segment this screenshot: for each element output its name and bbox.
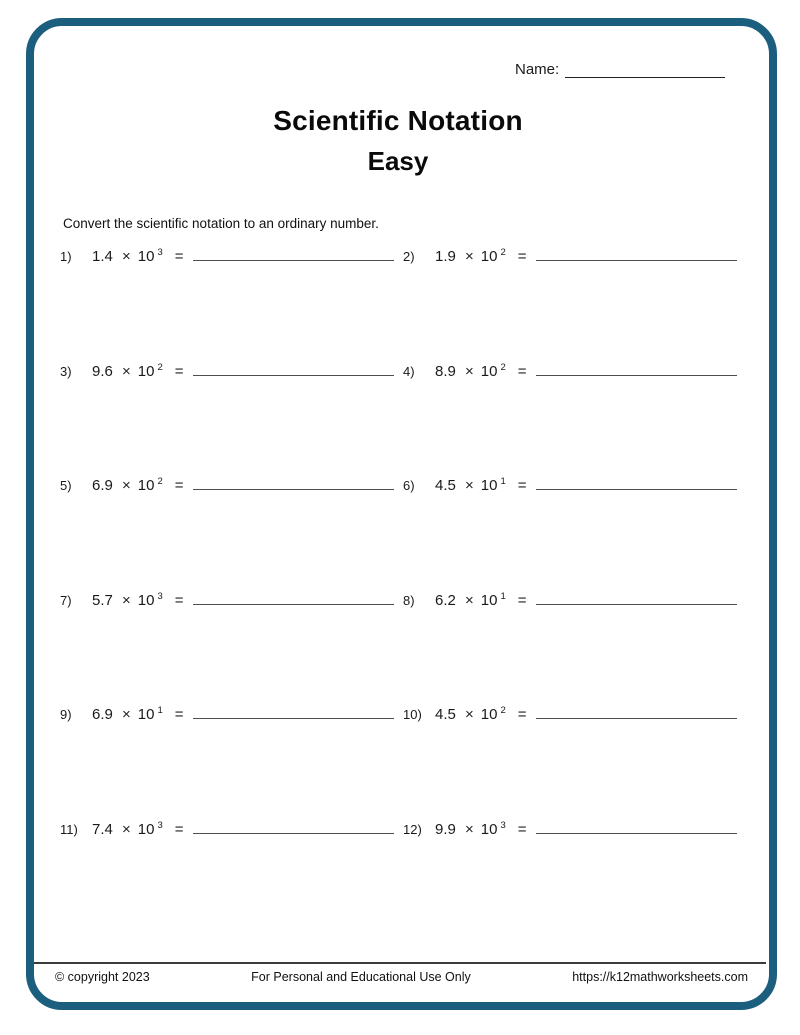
answer-blank-line[interactable] xyxy=(193,602,394,605)
problem-item xyxy=(60,477,403,499)
problem-number: 8) xyxy=(403,592,415,608)
problem-number: 11) xyxy=(60,821,78,837)
problem-number: 1) xyxy=(60,249,72,264)
base-ten: 10 xyxy=(137,362,155,380)
base-ten: 10 xyxy=(480,591,498,609)
footer-url[interactable]: https://k12mathworksheets.com xyxy=(572,970,748,984)
problem-number: 9) xyxy=(60,707,72,722)
multiply-sign: × xyxy=(122,820,131,838)
multiply-sign: × xyxy=(122,248,131,265)
multiply-sign: × xyxy=(465,591,474,609)
coefficient: 4.5 xyxy=(435,706,456,723)
worksheet-subtitle: Easy xyxy=(367,146,429,176)
problem-number: 5) xyxy=(60,478,72,493)
equals-sign: = xyxy=(517,362,527,380)
multiply-sign: × xyxy=(465,362,474,380)
exponent: 1 xyxy=(500,476,506,487)
base-ten: 10 xyxy=(137,591,155,609)
answer-blank-line[interactable] xyxy=(536,716,737,719)
problem-number: 7) xyxy=(60,592,72,608)
coefficient: 6.2 xyxy=(435,591,456,609)
problems-grid xyxy=(0,248,800,935)
multiply-sign: × xyxy=(122,477,131,494)
coefficient: 6.9 xyxy=(92,706,113,723)
base-ten: 10 xyxy=(137,477,155,494)
equals-sign: = xyxy=(174,362,184,380)
footer xyxy=(0,970,800,984)
problem-number: 3) xyxy=(60,363,72,379)
equals-sign: = xyxy=(174,591,184,609)
multiply-sign: × xyxy=(122,706,131,723)
equals-sign: = xyxy=(174,248,184,265)
answer-blank-line[interactable] xyxy=(536,373,737,376)
answer-blank-line[interactable] xyxy=(536,258,737,261)
coefficient: 9.9 xyxy=(435,820,456,838)
problem-item xyxy=(403,592,800,614)
equals-sign: = xyxy=(517,820,527,838)
exponent: 1 xyxy=(157,705,163,716)
problem-number: 4) xyxy=(403,363,415,379)
multiply-sign: × xyxy=(122,591,131,609)
base-ten: 10 xyxy=(137,248,155,265)
problem-number: 2) xyxy=(403,249,415,264)
base-ten: 10 xyxy=(480,477,498,494)
exponent: 3 xyxy=(157,819,163,831)
base-ten: 10 xyxy=(137,820,155,838)
footer-copyright: © copyright 2023 xyxy=(55,970,150,984)
problem-item xyxy=(60,363,403,385)
exponent: 3 xyxy=(157,247,163,258)
equals-sign: = xyxy=(517,706,527,723)
multiply-sign: × xyxy=(465,248,474,265)
answer-blank-line[interactable] xyxy=(193,716,394,719)
exponent: 2 xyxy=(157,476,163,487)
name-blank-line[interactable] xyxy=(565,60,725,78)
answer-blank-line[interactable] xyxy=(193,831,394,834)
problem-number: 6) xyxy=(403,478,415,493)
exponent: 2 xyxy=(157,361,163,373)
equals-sign: = xyxy=(174,820,184,838)
answer-blank-line[interactable] xyxy=(193,258,394,261)
coefficient: 1.9 xyxy=(435,248,456,265)
answer-blank-line[interactable] xyxy=(536,602,737,605)
problem-item xyxy=(403,248,800,270)
instruction-text: Convert the scientific notation to an ordinary number. xyxy=(63,216,379,231)
base-ten: 10 xyxy=(480,820,498,838)
equals-sign: = xyxy=(517,477,527,494)
equals-sign: = xyxy=(517,591,527,609)
problem-item xyxy=(60,592,403,614)
base-ten: 10 xyxy=(480,248,498,265)
equals-sign: = xyxy=(174,706,184,723)
coefficient: 9.6 xyxy=(92,362,113,380)
answer-blank-line[interactable] xyxy=(193,373,394,376)
problem-number: 12) xyxy=(403,821,422,837)
equals-sign: = xyxy=(174,477,184,494)
problem-item xyxy=(403,477,800,499)
coefficient: 6.9 xyxy=(92,477,113,494)
problem-item xyxy=(60,821,403,843)
base-ten: 10 xyxy=(137,706,155,723)
footer-usage: For Personal and Educational Use Only xyxy=(251,970,471,984)
problem-item xyxy=(403,821,800,843)
base-ten: 10 xyxy=(480,706,498,723)
name-row xyxy=(515,60,725,78)
worksheet-title: Scientific Notation xyxy=(273,105,523,136)
problem-item xyxy=(60,248,403,270)
coefficient: 8.9 xyxy=(435,362,456,380)
exponent: 2 xyxy=(500,705,506,716)
name-label: Name: xyxy=(515,61,560,78)
base-ten: 10 xyxy=(480,362,498,380)
coefficient: 1.4 xyxy=(92,248,113,265)
multiply-sign: × xyxy=(465,706,474,723)
exponent: 3 xyxy=(157,590,163,602)
equals-sign: = xyxy=(517,248,527,265)
multiply-sign: × xyxy=(465,820,474,838)
problem-item xyxy=(403,363,800,385)
problem-number: 10) xyxy=(403,707,422,722)
exponent: 2 xyxy=(500,247,506,258)
exponent: 1 xyxy=(500,590,506,602)
coefficient: 4.5 xyxy=(435,477,456,494)
coefficient: 5.7 xyxy=(92,591,113,609)
multiply-sign: × xyxy=(122,362,131,380)
answer-blank-line[interactable] xyxy=(193,487,394,490)
answer-blank-line[interactable] xyxy=(536,831,737,834)
exponent: 3 xyxy=(500,819,506,831)
coefficient: 7.4 xyxy=(92,820,113,838)
answer-blank-line[interactable] xyxy=(536,487,737,490)
footer-divider xyxy=(34,962,766,964)
problem-item xyxy=(403,706,800,728)
problem-item xyxy=(60,706,403,728)
multiply-sign: × xyxy=(465,477,474,494)
exponent: 2 xyxy=(500,361,506,373)
